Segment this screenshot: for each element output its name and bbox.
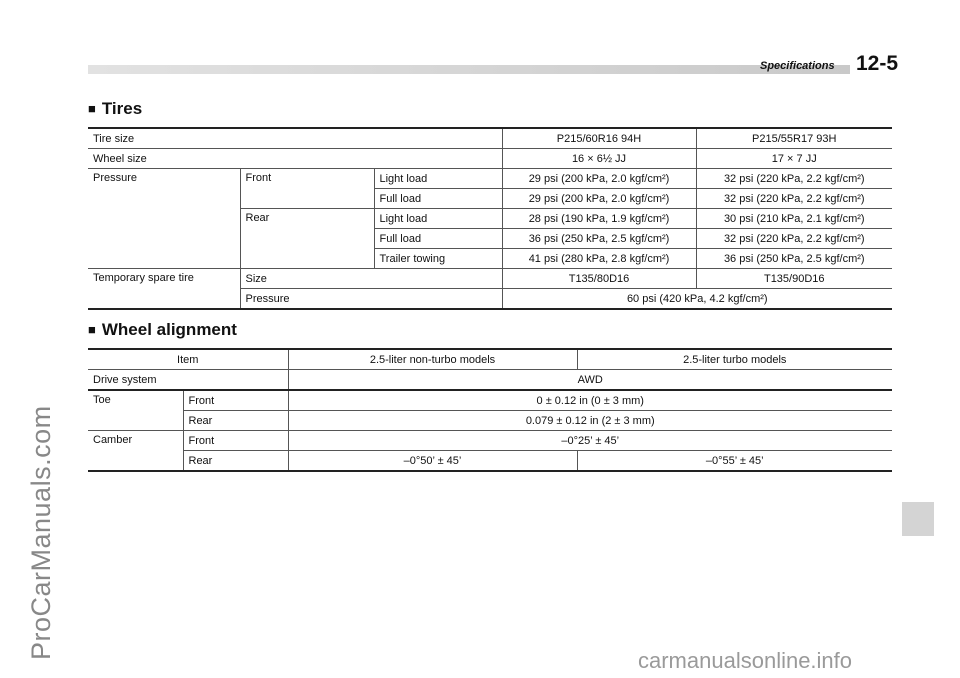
tires-heading bbox=[88, 99, 142, 119]
table-row bbox=[88, 128, 892, 149]
rear-towing-label: Trailer towing bbox=[374, 249, 502, 269]
camber-rear-non-turbo: –0°50’ ± 45’ bbox=[288, 451, 577, 472]
spare-size-label: Size bbox=[240, 269, 502, 289]
header-item: Item bbox=[88, 349, 288, 370]
front-light-load-17in: 32 psi (220 kPa, 2.2 kgf/cm²) bbox=[696, 169, 892, 189]
front-full-load-16in: 29 psi (200 kPa, 2.0 kgf/cm²) bbox=[502, 189, 696, 209]
tire-size-label: Tire size bbox=[88, 128, 502, 149]
pressure-rear-label: Rear bbox=[240, 209, 374, 269]
square-bullet-icon: ■ bbox=[88, 322, 96, 337]
rear-full-load-17in: 32 psi (220 kPa, 2.2 kgf/cm²) bbox=[696, 229, 892, 249]
header-turbo: 2.5-liter turbo models bbox=[577, 349, 892, 370]
rear-full-load-label: Full load bbox=[374, 229, 502, 249]
rear-full-load-16in: 36 psi (250 kPa, 2.5 kgf/cm²) bbox=[502, 229, 696, 249]
spare-tire-label: Temporary spare tire bbox=[88, 269, 240, 310]
camber-rear-turbo: –0°55’ ± 45’ bbox=[577, 451, 892, 472]
tires-heading-text: Tires bbox=[101, 99, 143, 118]
table-row bbox=[88, 411, 892, 431]
rear-light-load-17in: 30 psi (210 kPa, 2.1 kgf/cm²) bbox=[696, 209, 892, 229]
table-row bbox=[88, 169, 892, 189]
alignment-table bbox=[88, 348, 892, 472]
header-page-number: 12-5 bbox=[856, 52, 899, 75]
camber-front-label: Front bbox=[183, 431, 288, 451]
wheel-size-16in: 16 × 6½ JJ bbox=[502, 149, 696, 169]
chapter-tab-marker bbox=[902, 502, 934, 536]
front-full-load-17in: 32 psi (220 kPa, 2.2 kgf/cm²) bbox=[696, 189, 892, 209]
rear-towing-17in: 36 psi (250 kPa, 2.5 kgf/cm²) bbox=[696, 249, 892, 269]
alignment-heading bbox=[88, 320, 237, 340]
rear-light-load-16in: 28 psi (190 kPa, 1.9 kgf/cm²) bbox=[502, 209, 696, 229]
camber-rear-label: Rear bbox=[183, 451, 288, 472]
table-row bbox=[88, 370, 892, 391]
toe-rear-label: Rear bbox=[183, 411, 288, 431]
toe-label: Toe bbox=[88, 390, 183, 431]
table-header-row bbox=[88, 349, 892, 370]
header-non-turbo: 2.5-liter non-turbo models bbox=[288, 349, 577, 370]
alignment-heading-text: Wheel alignment bbox=[101, 320, 237, 339]
front-light-load-16in: 29 psi (200 kPa, 2.0 kgf/cm²) bbox=[502, 169, 696, 189]
front-full-load-label: Full load bbox=[374, 189, 502, 209]
spare-size-17in: T135/90D16 bbox=[696, 269, 892, 289]
rear-light-load-label: Light load bbox=[374, 209, 502, 229]
table-row bbox=[88, 431, 892, 451]
table-row bbox=[88, 149, 892, 169]
header-section-title: Specifications bbox=[760, 60, 835, 72]
side-watermark: ProCarManuals.com bbox=[26, 405, 56, 660]
table-row bbox=[88, 269, 892, 289]
tire-size-17in: P215/55R17 93H bbox=[696, 128, 892, 149]
table-row bbox=[88, 390, 892, 411]
drive-system-label: Drive system bbox=[88, 370, 288, 391]
camber-label: Camber bbox=[88, 431, 183, 472]
wheel-size-17in: 17 × 7 JJ bbox=[696, 149, 892, 169]
toe-front-value: 0 ± 0.12 in (0 ± 3 mm) bbox=[288, 390, 892, 411]
drive-system-value: AWD bbox=[288, 370, 892, 391]
front-light-load-label: Light load bbox=[374, 169, 502, 189]
toe-rear-value: 0.079 ± 0.12 in (2 ± 3 mm) bbox=[288, 411, 892, 431]
tires-table bbox=[88, 127, 892, 310]
table-row bbox=[88, 451, 892, 472]
spare-pressure-label: Pressure bbox=[240, 289, 502, 310]
camber-front-value: –0°25’ ± 45’ bbox=[288, 431, 892, 451]
wheel-size-label: Wheel size bbox=[88, 149, 502, 169]
rear-towing-16in: 41 psi (280 kPa, 2.8 kgf/cm²) bbox=[502, 249, 696, 269]
square-bullet-icon: ■ bbox=[88, 101, 96, 116]
toe-front-label: Front bbox=[183, 390, 288, 411]
tire-size-16in: P215/60R16 94H bbox=[502, 128, 696, 149]
spare-size-16in: T135/80D16 bbox=[502, 269, 696, 289]
footer-watermark: carmanualsonline.info bbox=[638, 648, 853, 673]
spare-pressure-value: 60 psi (420 kPa, 4.2 kgf/cm²) bbox=[502, 289, 892, 310]
pressure-front-label: Front bbox=[240, 169, 374, 209]
header-rule bbox=[88, 65, 850, 74]
pressure-label: Pressure bbox=[88, 169, 240, 269]
